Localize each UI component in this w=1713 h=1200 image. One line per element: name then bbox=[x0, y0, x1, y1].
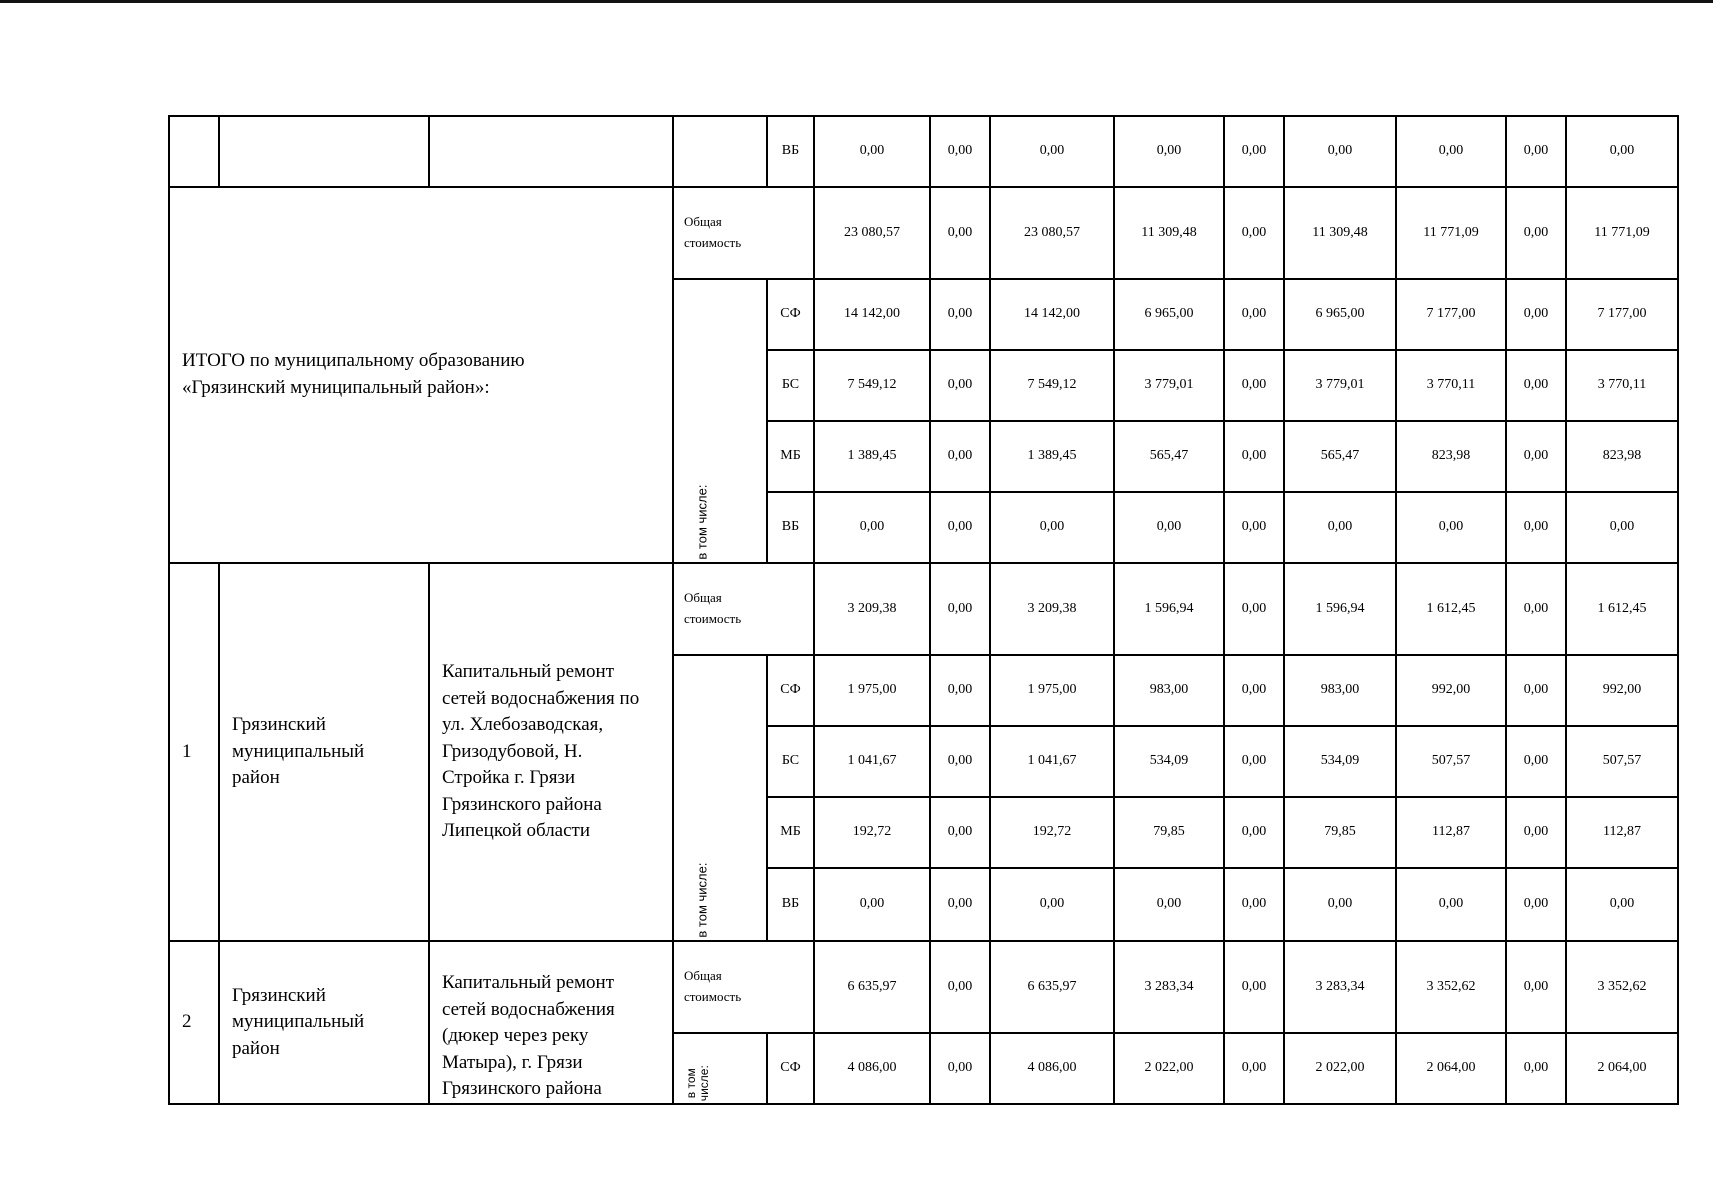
value-cell: 0,00 bbox=[1224, 726, 1284, 797]
value-cell: 0,00 bbox=[1224, 116, 1284, 187]
value-cell: 823,98 bbox=[1396, 421, 1506, 492]
value-cell: 0,00 bbox=[814, 116, 930, 187]
value-cell: 4 086,00 bbox=[814, 1033, 930, 1104]
object-line: Липецкой области bbox=[442, 820, 591, 842]
funding-code: БС bbox=[767, 726, 814, 797]
value-cell: 0,00 bbox=[1566, 868, 1678, 941]
value-cell: 0,00 bbox=[1224, 868, 1284, 941]
value-cell: 0,00 bbox=[1224, 563, 1284, 655]
funding-code: СФ bbox=[767, 655, 814, 726]
value-cell: 11 309,48 bbox=[1284, 187, 1396, 279]
object-line: Грязинского района bbox=[442, 1078, 602, 1100]
value-cell: 3 283,34 bbox=[1284, 941, 1396, 1033]
value-cell: 79,85 bbox=[1114, 797, 1224, 868]
value-cell: 0,00 bbox=[1506, 726, 1566, 797]
table-row bbox=[169, 187, 1678, 279]
value-cell: 823,98 bbox=[1566, 421, 1678, 492]
value-cell: 0,00 bbox=[930, 492, 990, 563]
value-cell: 0,00 bbox=[1506, 350, 1566, 421]
municipality-name bbox=[219, 563, 429, 941]
value-cell: 0,00 bbox=[930, 655, 990, 726]
object-line: сетей водоснабжения по bbox=[442, 687, 640, 709]
value-cell: 1 041,67 bbox=[814, 726, 930, 797]
value-cell: 0,00 bbox=[1396, 492, 1506, 563]
empty-cell bbox=[429, 116, 673, 187]
including-label: в том числе: bbox=[694, 862, 710, 938]
general-cost-label-line2: стоимость bbox=[684, 235, 742, 250]
value-cell: 0,00 bbox=[930, 116, 990, 187]
value-cell: 1 389,45 bbox=[814, 421, 930, 492]
value-cell: 1 975,00 bbox=[814, 655, 930, 726]
value-cell: 6 635,97 bbox=[990, 941, 1114, 1033]
funding-code: БС bbox=[767, 350, 814, 421]
including-label-cell bbox=[673, 279, 767, 563]
value-cell: 7 549,12 bbox=[814, 350, 930, 421]
value-cell: 0,00 bbox=[1506, 797, 1566, 868]
value-cell: 192,72 bbox=[990, 797, 1114, 868]
including-label: в том числе: bbox=[694, 484, 710, 560]
object-line: Грязинского района bbox=[442, 793, 602, 815]
page-top-rule bbox=[0, 0, 1713, 3]
object-line: сетей водоснабжения bbox=[442, 998, 615, 1020]
value-cell: 7 177,00 bbox=[1396, 279, 1506, 350]
including-label-cell bbox=[673, 655, 767, 941]
value-cell: 0,00 bbox=[1224, 279, 1284, 350]
value-cell: 0,00 bbox=[1396, 868, 1506, 941]
empty-cell bbox=[169, 116, 219, 187]
value-cell: 0,00 bbox=[1506, 563, 1566, 655]
value-cell: 3 770,11 bbox=[1396, 350, 1506, 421]
value-cell: 1 041,67 bbox=[990, 726, 1114, 797]
value-cell: 565,47 bbox=[1284, 421, 1396, 492]
value-cell: 0,00 bbox=[1284, 492, 1396, 563]
value-cell: 0,00 bbox=[1566, 492, 1678, 563]
value-cell: 0,00 bbox=[1506, 187, 1566, 279]
value-cell: 1 596,94 bbox=[1284, 563, 1396, 655]
value-cell: 0,00 bbox=[1224, 421, 1284, 492]
value-cell: 992,00 bbox=[1396, 655, 1506, 726]
value-cell: 11 309,48 bbox=[1114, 187, 1224, 279]
value-cell: 983,00 bbox=[1114, 655, 1224, 726]
municipality-line: муниципальный bbox=[232, 1011, 365, 1033]
general-cost-label bbox=[673, 563, 814, 655]
value-cell: 534,09 bbox=[1114, 726, 1224, 797]
general-cost-label-line1: Общая bbox=[684, 590, 722, 606]
value-cell: 2 064,00 bbox=[1396, 1033, 1506, 1104]
value-cell: 6 635,97 bbox=[814, 941, 930, 1033]
value-cell: 0,00 bbox=[930, 726, 990, 797]
value-cell: 0,00 bbox=[1396, 116, 1506, 187]
value-cell: 0,00 bbox=[1566, 116, 1678, 187]
value-cell: 2 064,00 bbox=[1566, 1033, 1678, 1104]
value-cell: 3 352,62 bbox=[1566, 941, 1678, 1033]
value-cell: 1 389,45 bbox=[990, 421, 1114, 492]
value-cell: 0,00 bbox=[1114, 868, 1224, 941]
object-description bbox=[429, 563, 673, 941]
value-cell: 992,00 bbox=[1566, 655, 1678, 726]
value-cell: 7 549,12 bbox=[990, 350, 1114, 421]
value-cell: 1 612,45 bbox=[1566, 563, 1678, 655]
funding-code: СФ bbox=[767, 1033, 814, 1104]
value-cell: 0,00 bbox=[930, 797, 990, 868]
item-number: 2 bbox=[169, 941, 219, 1104]
funding-code: СФ bbox=[767, 279, 814, 350]
value-cell: 0,00 bbox=[1506, 279, 1566, 350]
table-row bbox=[169, 563, 1678, 655]
value-cell: 0,00 bbox=[1224, 492, 1284, 563]
municipality-line: Грязинский bbox=[232, 714, 326, 736]
value-cell: 0,00 bbox=[1224, 797, 1284, 868]
municipality-line: район bbox=[232, 1037, 280, 1059]
value-cell: 6 965,00 bbox=[1114, 279, 1224, 350]
empty-cell bbox=[219, 116, 429, 187]
value-cell: 23 080,57 bbox=[814, 187, 930, 279]
value-cell: 0,00 bbox=[1114, 492, 1224, 563]
general-cost-label-line1: Общая bbox=[684, 214, 722, 230]
empty-cell bbox=[673, 116, 767, 187]
value-cell: 534,09 bbox=[1284, 726, 1396, 797]
value-cell: 14 142,00 bbox=[990, 279, 1114, 350]
value-cell: 7 177,00 bbox=[1566, 279, 1678, 350]
value-cell: 0,00 bbox=[1224, 655, 1284, 726]
funding-code: ВБ bbox=[767, 492, 814, 563]
value-cell: 0,00 bbox=[1114, 116, 1224, 187]
value-cell: 23 080,57 bbox=[990, 187, 1114, 279]
value-cell: 3 352,62 bbox=[1396, 941, 1506, 1033]
value-cell: 2 022,00 bbox=[1284, 1033, 1396, 1104]
general-cost-label-line2: стоимость bbox=[684, 611, 742, 626]
value-cell: 0,00 bbox=[930, 941, 990, 1033]
value-cell: 1 612,45 bbox=[1396, 563, 1506, 655]
general-cost-label-line2: стоимость bbox=[684, 989, 742, 1004]
object-line: (дюкер через реку bbox=[442, 1025, 589, 1047]
general-cost-label bbox=[673, 941, 814, 1033]
item-number: 1 bbox=[169, 563, 219, 941]
value-cell: 0,00 bbox=[930, 563, 990, 655]
value-cell: 0,00 bbox=[930, 421, 990, 492]
general-cost-label-line1: Общая bbox=[684, 968, 722, 984]
value-cell: 0,00 bbox=[1506, 492, 1566, 563]
value-cell: 192,72 bbox=[814, 797, 930, 868]
including-label-line2: числе: bbox=[696, 1065, 711, 1101]
value-cell: 0,00 bbox=[1224, 187, 1284, 279]
value-cell: 0,00 bbox=[930, 279, 990, 350]
value-cell: 0,00 bbox=[1284, 868, 1396, 941]
value-cell: 0,00 bbox=[990, 116, 1114, 187]
funding-code: ВБ bbox=[767, 116, 814, 187]
object-line: Матыра), г. Грязи bbox=[442, 1051, 583, 1073]
value-cell: 0,00 bbox=[930, 187, 990, 279]
value-cell: 2 022,00 bbox=[1114, 1033, 1224, 1104]
total-label-line1: ИТОГО по муниципальному образованию bbox=[182, 350, 525, 372]
value-cell: 3 779,01 bbox=[1284, 350, 1396, 421]
value-cell: 112,87 bbox=[1566, 797, 1678, 868]
value-cell: 507,57 bbox=[1396, 726, 1506, 797]
value-cell: 1 975,00 bbox=[990, 655, 1114, 726]
general-cost-label bbox=[673, 187, 814, 279]
value-cell: 0,00 bbox=[1284, 116, 1396, 187]
value-cell: 3 770,11 bbox=[1566, 350, 1678, 421]
value-cell: 11 771,09 bbox=[1396, 187, 1506, 279]
value-cell: 0,00 bbox=[814, 868, 930, 941]
value-cell: 0,00 bbox=[1506, 941, 1566, 1033]
value-cell: 0,00 bbox=[930, 1033, 990, 1104]
total-label bbox=[169, 187, 673, 563]
including-label bbox=[685, 1065, 710, 1101]
value-cell: 79,85 bbox=[1284, 797, 1396, 868]
value-cell: 0,00 bbox=[990, 492, 1114, 563]
object-line: ул. Хлебозаводская, bbox=[442, 714, 604, 736]
value-cell: 507,57 bbox=[1566, 726, 1678, 797]
object-description bbox=[429, 941, 673, 1104]
funding-code: МБ bbox=[767, 421, 814, 492]
value-cell: 3 283,34 bbox=[1114, 941, 1224, 1033]
table-row bbox=[169, 116, 1678, 187]
value-cell: 0,00 bbox=[930, 350, 990, 421]
value-cell: 565,47 bbox=[1114, 421, 1224, 492]
budget-table bbox=[168, 115, 1679, 1105]
value-cell: 0,00 bbox=[1506, 116, 1566, 187]
value-cell: 1 596,94 bbox=[1114, 563, 1224, 655]
value-cell: 0,00 bbox=[814, 492, 930, 563]
value-cell: 4 086,00 bbox=[990, 1033, 1114, 1104]
municipality-line: Грязинский bbox=[232, 984, 326, 1006]
including-label-line1: в том bbox=[683, 1068, 698, 1099]
value-cell: 0,00 bbox=[1224, 1033, 1284, 1104]
value-cell: 0,00 bbox=[930, 868, 990, 941]
value-cell: 11 771,09 bbox=[1566, 187, 1678, 279]
value-cell: 14 142,00 bbox=[814, 279, 930, 350]
object-line: Капитальный ремонт bbox=[442, 972, 615, 993]
value-cell: 0,00 bbox=[990, 868, 1114, 941]
municipality-name bbox=[219, 941, 429, 1104]
municipality-line: район bbox=[232, 767, 280, 789]
object-line: Стройка г. Грязи bbox=[442, 767, 576, 789]
value-cell: 0,00 bbox=[1506, 1033, 1566, 1104]
municipality-line: муниципальный bbox=[232, 740, 365, 762]
value-cell: 0,00 bbox=[1224, 941, 1284, 1033]
table-row bbox=[169, 941, 1678, 1033]
value-cell: 0,00 bbox=[1506, 868, 1566, 941]
total-label-line2: «Грязинский муниципальный район»: bbox=[182, 377, 490, 398]
value-cell: 0,00 bbox=[1506, 421, 1566, 492]
value-cell: 3 779,01 bbox=[1114, 350, 1224, 421]
including-label-cell bbox=[673, 1033, 767, 1104]
value-cell: 3 209,38 bbox=[814, 563, 930, 655]
object-line: Гризодубовой, Н. bbox=[442, 740, 583, 762]
object-line: Капитальный ремонт bbox=[442, 660, 615, 682]
value-cell: 6 965,00 bbox=[1284, 279, 1396, 350]
value-cell: 112,87 bbox=[1396, 797, 1506, 868]
value-cell: 0,00 bbox=[1506, 655, 1566, 726]
value-cell: 983,00 bbox=[1284, 655, 1396, 726]
value-cell: 0,00 bbox=[1224, 350, 1284, 421]
value-cell: 3 209,38 bbox=[990, 563, 1114, 655]
funding-code: ВБ bbox=[767, 868, 814, 941]
funding-code: МБ bbox=[767, 797, 814, 868]
